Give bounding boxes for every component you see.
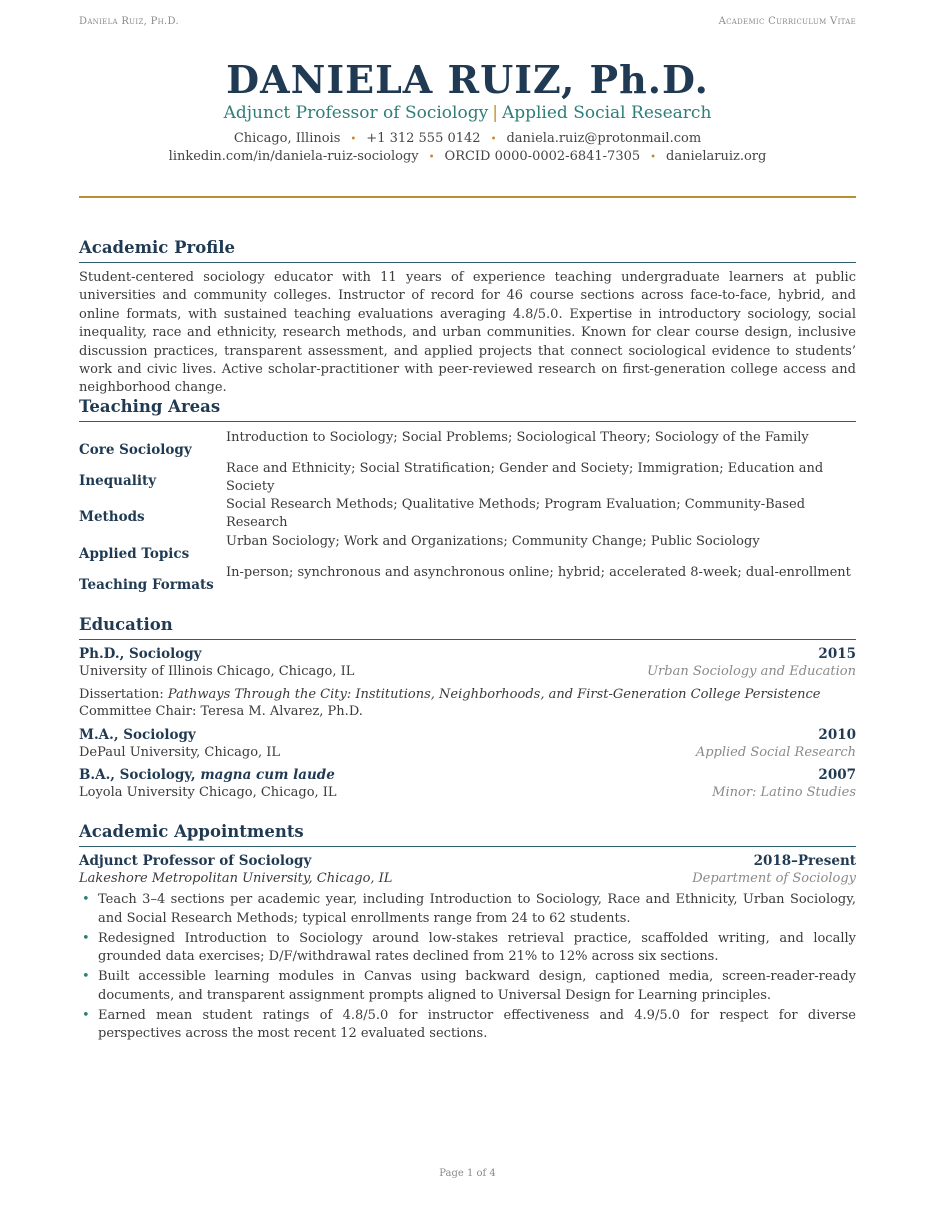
- school: University of Illinois Chicago, Chicago, IL: [79, 664, 355, 679]
- list-item: • Built accessible learning modules in Canvas using backward design, captioned media, screen-reader-ready documents, and transparent assignment prompts aligned to Universal Design for Learning principles.: [82, 969, 856, 1003]
- section-appointments: [79, 821, 856, 1045]
- dissertation: [79, 686, 856, 703]
- institution: Lakeshore Metropolitan University, Chicago, IL: [79, 871, 393, 886]
- section-title: Education: [79, 614, 856, 640]
- title-primary: Adjunct Professor of Sociology: [223, 103, 489, 123]
- year: 2007: [818, 767, 856, 783]
- committee-chair: Committee Chair: Teresa M. Alvarez, Ph.D.: [79, 704, 363, 719]
- teaching-value: Urban Sociology; Work and Organizations; Community Change; Public Sociology: [226, 534, 760, 549]
- teaching-value: Social Research Methods; Qualitative Methods; Program Evaluation; Community-Based Research: [226, 497, 806, 530]
- school: DePaul University, Chicago, IL: [79, 745, 281, 760]
- teaching-value: Introduction to Sociology; Social Problems; Sociological Theory; Sociology of the Family: [226, 430, 809, 445]
- focus: Minor: Latino Studies: [712, 785, 856, 800]
- location: Chicago, Illinois: [233, 131, 341, 146]
- teaching-value: In-person; synchronous and asynchronous online; hybrid; accelerated 8-week; dual-enrollment: [226, 565, 851, 580]
- degree: M.A., Sociology: [79, 727, 196, 743]
- department: Department of Sociology: [692, 871, 856, 886]
- responsibilities-list: [79, 891, 856, 1044]
- teaching-value: Race and Ethnicity; Social Stratification; Gender and Society; Immigration; Education and Society: [226, 461, 824, 494]
- school: Loyola University Chicago, Chicago, IL: [79, 785, 337, 800]
- linkedin-link[interactable]: linkedin.com/in/daniela-ruiz-sociology: [168, 149, 419, 164]
- header-divider: [79, 196, 856, 198]
- focus: Urban Sociology and Education: [647, 664, 856, 679]
- bullet-icon: •: [350, 134, 357, 145]
- dissertation-title: Pathways Through the City: Institutions, Neighborhoods, and First-Generation College Persistence: [167, 687, 821, 702]
- section-title: Teaching Areas: [79, 396, 856, 422]
- orcid: ORCID 0000-0002-6841-7305: [444, 149, 641, 164]
- website-link[interactable]: danielaruiz.org: [666, 149, 767, 164]
- bullet-icon: •: [428, 152, 435, 163]
- section-title: Academic Profile: [79, 237, 856, 263]
- section-education: [79, 614, 856, 801]
- degree: Ph.D., Sociology: [79, 646, 202, 662]
- focus: Applied Social Research: [695, 745, 856, 760]
- page-number: Page 1 of 4: [439, 1168, 496, 1179]
- dissertation-label: Dissertation:: [79, 687, 164, 702]
- contact-line-1: [0, 130, 935, 148]
- running-header-left: Daniela Ruiz, Ph.D.: [79, 16, 179, 27]
- education-entry-phd: [79, 646, 856, 720]
- teaching-label: Applied Topics: [79, 546, 190, 562]
- teaching-label: Methods: [79, 509, 145, 525]
- teaching-label: Inequality: [79, 473, 157, 489]
- education-entry-ma: [79, 727, 856, 761]
- email-link[interactable]: daniela.ruiz@protonmail.com: [506, 131, 702, 146]
- title-secondary: Applied Social Research: [501, 103, 712, 123]
- candidate-name: DANIELA RUIZ, Ph.D.: [226, 57, 709, 102]
- bullet-icon: •: [82, 930, 90, 946]
- section-academic-profile: [79, 237, 856, 398]
- bullet-icon: •: [82, 969, 90, 984]
- bullet-icon: •: [82, 892, 90, 907]
- profile-text: Student-centered sociology educator with 11 years of experience teaching undergraduate learners at public universities and community colleges. Instructor of record for 46 course sections across face-to-face, hybrid, and online formats, with sustained teaching evaluations averaging 4.8/5.0. Expertise in introductory sociology, social inequality, race and ethnicity, research methods, and urban communities. Known for clear course design, inclusive discussion practices, transparent assessment, and applied projects that connect sociological evidence to students’ work and civic lives. Active scholar-practitioner with peer-reviewed research on first-generation college access and neighborhood change.: [79, 270, 856, 396]
- phone: +1 312 555 0142: [366, 131, 481, 146]
- contact-line-2: [0, 148, 935, 166]
- education-entry-ba: [79, 767, 856, 801]
- bullet-icon: •: [82, 1007, 90, 1023]
- bullet-icon: •: [490, 134, 497, 145]
- teaching-label: Core Sociology: [79, 442, 192, 458]
- running-header-right: Academic Curriculum Vitae: [718, 16, 856, 27]
- list-item: • Teach 3–4 sections per academic year, including Introduction to Sociology, Race and Ethnicity, Urban Sociology, and Social Research Methods; typical enrollments range from 24 to 62 students.: [82, 892, 856, 926]
- list-item: • Redesigned Introduction to Sociology around low-stakes retrieval practice, scaffolded writing, and locally grounded data exercises; D/F/withdrawal rates declined from 21% to 12% across six sections.: [82, 930, 856, 964]
- honors: magna cum laude: [200, 767, 335, 783]
- year: 2010: [818, 727, 856, 743]
- year: 2015: [818, 646, 856, 662]
- teaching-label: Teaching Formats: [79, 577, 214, 593]
- bullet-icon: •: [650, 152, 657, 163]
- appointment-entry: [79, 853, 856, 1044]
- section-teaching-areas: [79, 396, 856, 593]
- candidate-title: [0, 102, 935, 124]
- dates: 2018–Present: [753, 853, 856, 869]
- section-title: Academic Appointments: [79, 821, 856, 847]
- title-separator: |: [492, 103, 498, 123]
- list-item: • Earned mean student ratings of 4.8/5.0 for instructor effectiveness and 4.9/5.0 for respect for diverse perspectives across the most recent 12 evaluated sections.: [82, 1007, 856, 1041]
- degree: B.A., Sociology,: [79, 767, 196, 783]
- role: Adjunct Professor of Sociology: [79, 853, 312, 869]
- cv-header: [0, 58, 935, 166]
